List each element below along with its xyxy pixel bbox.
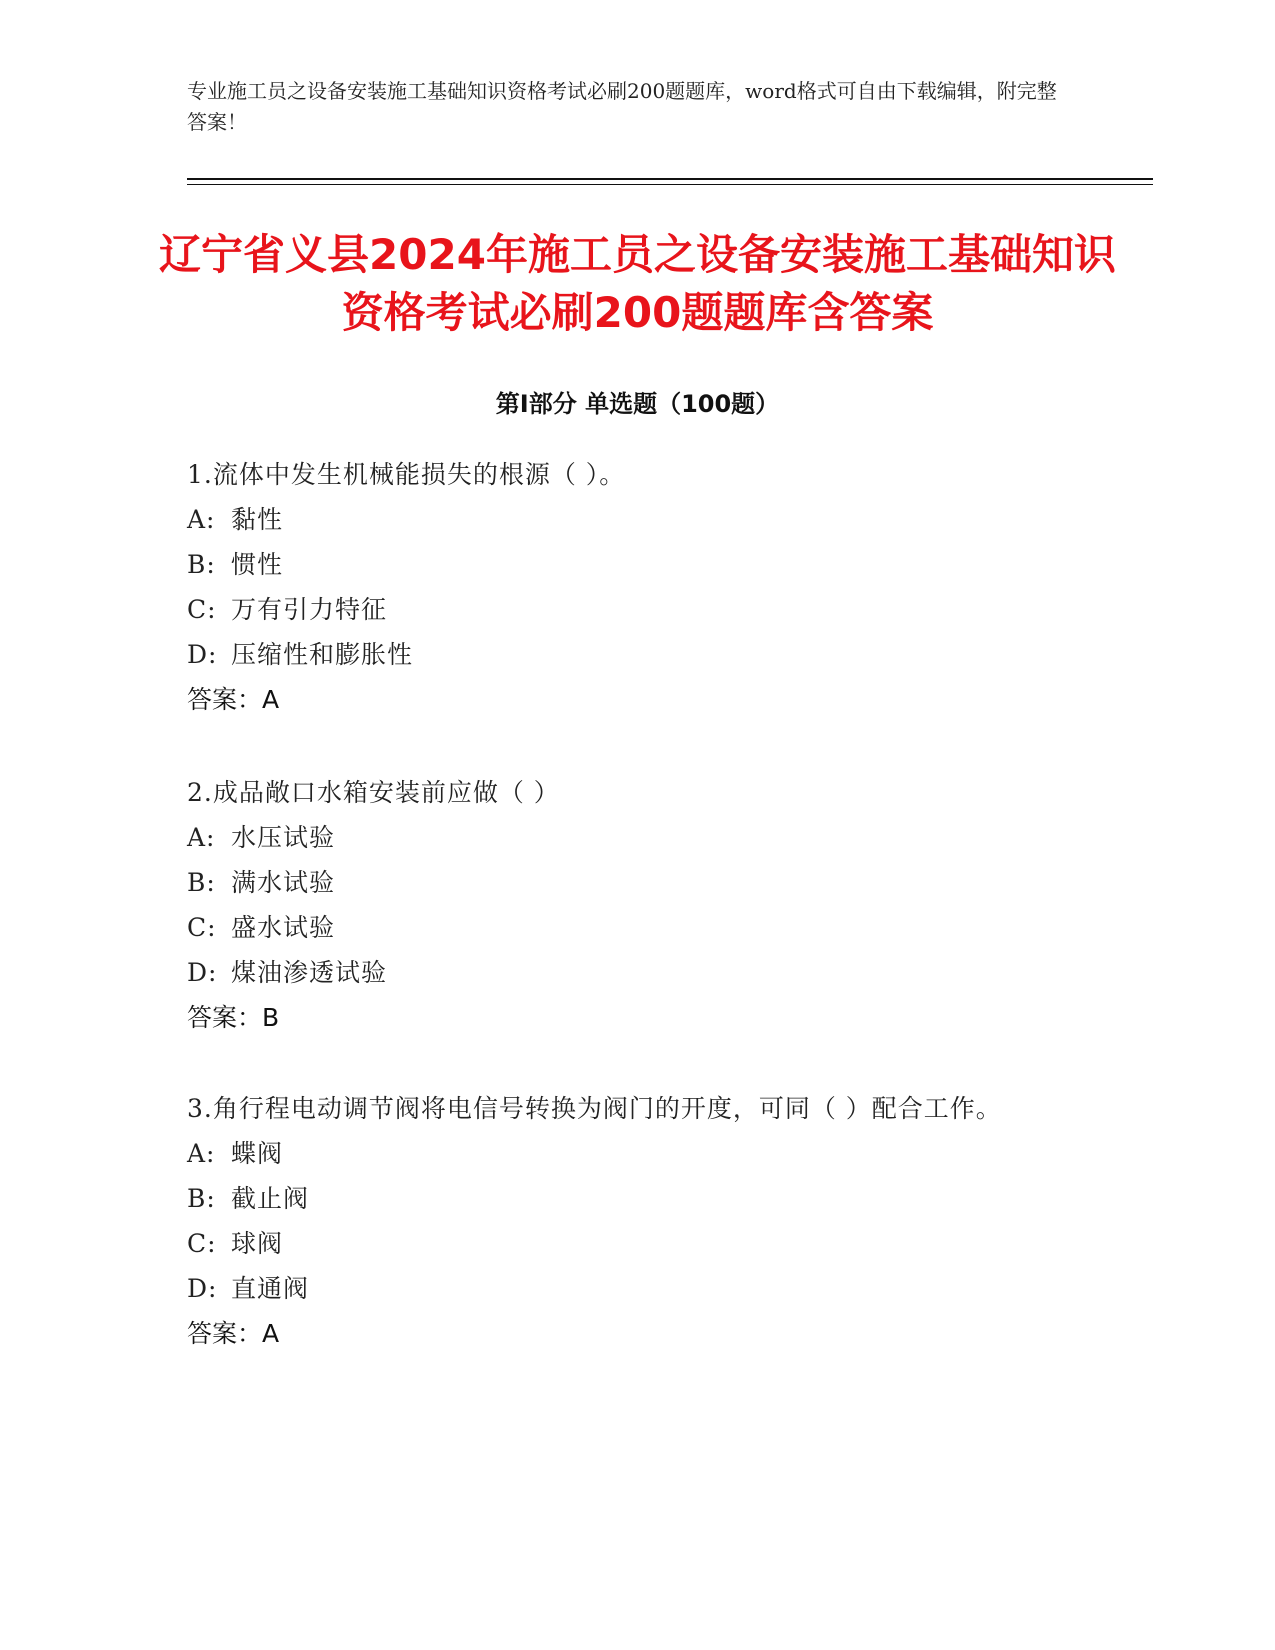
option-key: A: — [187, 505, 216, 534]
option-a — [187, 815, 1087, 860]
option-c — [187, 1221, 1057, 1266]
answer: 答案：A — [187, 1319, 280, 1348]
option-text: 盛水试验 — [231, 913, 336, 942]
question-stem: 1.流体中发生机械能损失的根源（ ）。 — [187, 460, 626, 489]
option-key: D: — [187, 1274, 218, 1303]
option-text: 蝶阀 — [231, 1139, 284, 1168]
option-d — [187, 1266, 1057, 1311]
option-key: A: — [187, 1139, 216, 1168]
option-b — [187, 860, 1087, 905]
question-stem: 3.角行程电动调节阀将电信号转换为阀门的开度，可同（ ）配合工作。 — [187, 1094, 1002, 1123]
question-2 — [187, 770, 1087, 1040]
option-a — [187, 1131, 1057, 1176]
option-key: D: — [187, 640, 218, 669]
option-text: 惯性 — [231, 550, 284, 579]
header-rule-thin — [187, 184, 1153, 185]
answer: 答案：B — [187, 1003, 280, 1032]
question-stem: 2.成品敞口水箱安装前应做（ ） — [187, 778, 560, 807]
option-key: C: — [187, 1229, 217, 1258]
option-key: B: — [187, 868, 216, 897]
option-text: 直通阀 — [231, 1274, 310, 1303]
option-c — [187, 905, 1087, 950]
answer: 答案：A — [187, 685, 280, 714]
option-text: 水压试验 — [231, 823, 336, 852]
option-text: 压缩性和膨胀性 — [231, 640, 414, 669]
option-text: 满水试验 — [231, 868, 336, 897]
section-title: 第Ⅰ部分 单选题（100题） — [495, 390, 780, 418]
option-b — [187, 1176, 1057, 1221]
option-d — [187, 632, 1087, 677]
header-rule-thick — [187, 178, 1153, 180]
option-key: B: — [187, 550, 216, 579]
option-text: 截止阀 — [231, 1184, 310, 1213]
document-title: 辽宁省义县2024年施工员之设备安装施工基础知识资格考试必刷200题题库含答案 — [159, 230, 1116, 337]
header-note: 专业施工员之设备安装施工基础知识资格考试必刷200题题库，word格式可自由下载编辑，附完整答案！ — [187, 79, 1057, 134]
option-key: C: — [187, 913, 217, 942]
option-key: B: — [187, 1184, 216, 1213]
option-key: C: — [187, 595, 217, 624]
option-c — [187, 587, 1087, 632]
option-b — [187, 542, 1087, 587]
question-1 — [187, 452, 1087, 722]
question-3 — [187, 1086, 1057, 1356]
option-text: 球阀 — [231, 1229, 284, 1258]
option-d — [187, 950, 1087, 995]
option-text: 万有引力特征 — [231, 595, 388, 624]
option-a — [187, 497, 1087, 542]
option-text: 黏性 — [231, 505, 284, 534]
option-text: 煤油渗透试验 — [231, 958, 388, 987]
option-key: A: — [187, 823, 216, 852]
option-key: D: — [187, 958, 218, 987]
